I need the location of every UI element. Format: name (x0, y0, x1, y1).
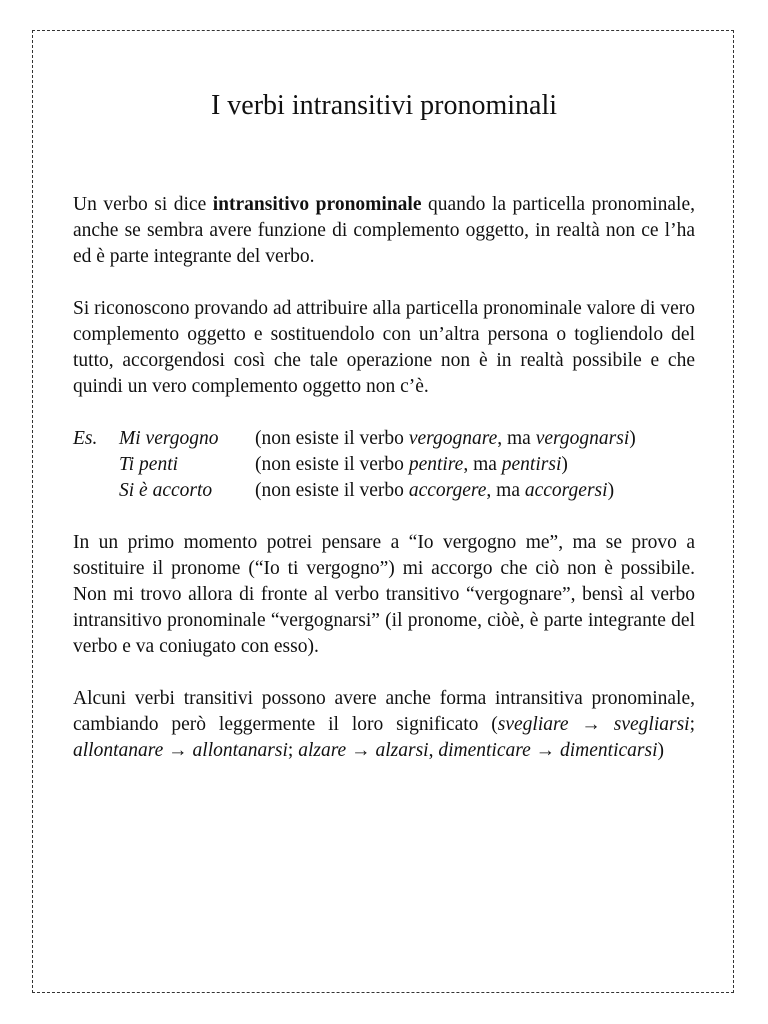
italic-verb: pentire (408, 454, 464, 475)
spacer (73, 452, 119, 478)
italic-verb: allontanare (73, 740, 164, 761)
text-run: Alcuni verbi transitivi possono avere anche forma intransitiva pronominale, cambiando però leggermente il loro significato ( (73, 688, 695, 735)
italic-verb: vergognare (408, 428, 498, 449)
document-body (73, 192, 695, 790)
italic-verb: dimenticarsi (560, 740, 658, 761)
separator: ; (689, 714, 696, 735)
text-run: ) (561, 454, 568, 475)
italic-verb: vergognarsi (535, 428, 630, 449)
arrow-glyph: → (346, 740, 376, 761)
bold-term: intransitivo pronominale (212, 194, 422, 215)
example-verb: Si è accorto (119, 480, 213, 501)
text-run: quando la particella pronominale, anche se sembra avere funzione di complemento oggetto, in realtà non ce l’ha ed è parte integrante del verbo. (73, 194, 695, 267)
paragraph-definition (73, 192, 695, 270)
text-run: , ma (497, 428, 536, 449)
italic-verb: svegliare (497, 714, 569, 735)
page-title: I verbi intransitivi pronominali (210, 90, 558, 121)
text-run: ) (629, 428, 636, 449)
text-run: , ma (463, 454, 502, 475)
example-explanation (255, 426, 695, 452)
paragraph-recognition: Si riconoscono provando ad attribuire alla particella pronominale valore di vero complemento oggetto e sostituendolo con un’altra persona o togliendolo del tutto, accorgendosi così che tale operazione non è in realtà possibile e che quindi un vero complemento oggetto non c’è. (73, 298, 695, 397)
text-run: , ma (486, 480, 525, 501)
separator: ; (287, 740, 299, 761)
text-run: (non esiste il verbo (255, 480, 409, 501)
text-run: ) (607, 480, 615, 501)
arrow-glyph: → (163, 740, 193, 761)
paragraph-explanation: In un primo momento potrei pensare a “Io vergogno me”, ma se provo a sostituire il pronome (“Io ti vergogno”) mi accorgo che ciò non è possibile. Non mi trovo allora di fronte al verbo transitivo “vergognare”, bensì al verbo intransitivo pronominale “vergognarsi” (il pronome, ciòè, è parte integrante del verbo e va coniugato con esso). (73, 532, 695, 657)
italic-verb: pentirsi (501, 454, 562, 475)
examples-block (73, 426, 695, 504)
example-verb: Ti penti (119, 454, 179, 475)
example-explanation (255, 478, 695, 504)
paragraph-transitive-forms (73, 686, 695, 764)
arrow-glyph: → (568, 714, 614, 735)
text-run: (non esiste il verbo (255, 428, 409, 449)
arrow-glyph: → (530, 740, 560, 761)
italic-verb: alzare (298, 740, 347, 761)
italic-verb: svegliarsi (613, 714, 690, 735)
italic-verb: allontanarsi (192, 740, 288, 761)
text-run: Un verbo si dice (73, 194, 213, 215)
italic-verb: accorgere (408, 480, 487, 501)
italic-verb: accorgersi (524, 480, 608, 501)
separator: , (428, 740, 439, 761)
example-verb: Mi vergogno (119, 428, 219, 449)
examples-label: Es. (73, 428, 98, 449)
italic-verb: dimenticare (438, 740, 531, 761)
italic-verb: alzarsi (375, 740, 429, 761)
spacer (73, 478, 119, 504)
text-run: (non esiste il verbo (255, 454, 409, 475)
text-run: ) (657, 740, 664, 761)
example-explanation (255, 452, 695, 478)
